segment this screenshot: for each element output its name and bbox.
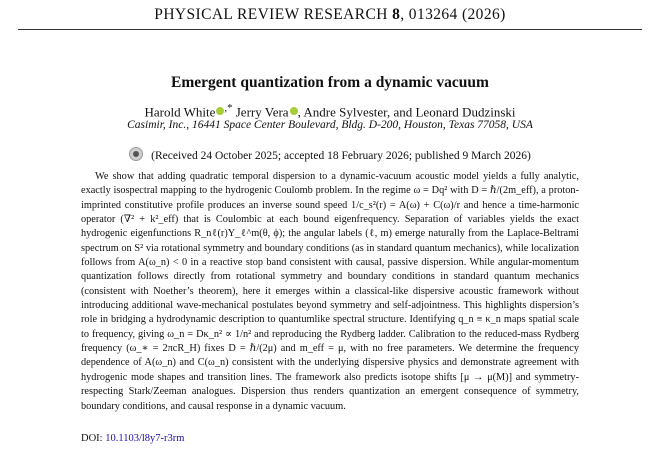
- author-suffix: ,*: [224, 102, 233, 114]
- publication-dates: [0, 147, 660, 162]
- author-list: [0, 102, 660, 120]
- dates-text: (Received 24 October 2025; accepted 18 February 2026; published 9 March 2026): [151, 150, 531, 162]
- journal-volume: 8: [392, 6, 401, 23]
- affiliation: Casimir, Inc., 16441 Space Center Boulevard, Bldg. D-200, Houston, Texas 77058, USA: [127, 119, 533, 131]
- abstract-text: We show that adding quadratic temporal dispersion to a dynamic-vacuum acoustic model yields a fully analytic, exactly isospectral mapping to the hydrogenic Coulomb problem. In the regime ω = Dq² with D = ℏ/(2m_eff), a proton-imprinted constitutive profile produces an inverse sound speed 1/c_s²(r) = A(ω) + C(ω)/r and hence a time-harmonic operator (∇² + k²_eff) that is Coulombic at each bound eigenfrequency. Separation of variables yields the exact hydrogenic eigenfunctions R_nℓ(r)Y_ℓ^m(θ, ϕ); the angular labels (ℓ, m) emerge naturally from the Laplace-Beltrami spectrum on S² via rotational symmetry and boundary conditions (as in standard quantum mechanics), while localization follows from A(ω_n) < 0 in a reactive stop band consistent with causal, passive dispersion. While angular-momentum quantization follows directly from rotational symmetry and boundary conditions in standard quantum mechanics (consistent with Noether’s theorem), here it emerges within a classical-like dispersive acoustic framework without introducing additional wave-mechanical postulates beyond symmetry and self-adjointness. This highlights dispersion’s role in bridging a hydrodynamic description to quantumlike spectral structure. Identifying q_n ≡ κ_n maps spatial scale to frequency, giving ω_n = Dκ_n² ∝ 1/n² and reproducing the Rydberg ladder. Calibration to the reduced-mass Rydberg frequency (ω_∗ = 2πcR_H) fixes D = ℏ/(2μ) and m_eff = μ, with no free parameters. We determine the frequency dependence of A(ω_n) and C(ω_n) consistent with the underlying dispersive physics and demonstrate agreement with hydrogenic mode shapes and transition lines. The framework also predicts isotope shifts [μ → μ(M)] and symmetry-respecting Stark/Zeeman analogues. Dispersion thus renders quantization an emergent consequence of symmetry, boundary conditions, and causal response in a dynamic vacuum.: [81, 171, 579, 412]
- orcid-icon[interactable]: [290, 107, 298, 115]
- author-name[interactable]: Andre Sylvester, and Leonard Dudzinski: [303, 104, 516, 120]
- author-name[interactable]: Jerry Vera: [235, 104, 289, 120]
- journal-header: [0, 6, 660, 24]
- header-rule: [18, 29, 642, 30]
- author-name[interactable]: Harold White: [144, 104, 216, 120]
- crossmark-icon[interactable]: [129, 147, 143, 161]
- abstract: [81, 170, 579, 414]
- doi-label: DOI:: [81, 433, 103, 444]
- doi-link[interactable]: 10.1103/l8y7-r3rm: [105, 433, 185, 444]
- author-suffix: ,: [297, 104, 301, 120]
- paper-title: Emergent quantization from a dynamic vacuum: [171, 74, 489, 91]
- journal-name: PHYSICAL REVIEW RESEARCH: [154, 6, 388, 23]
- journal-citation: , 013264 (2026): [400, 6, 506, 23]
- doi-line: [81, 433, 184, 444]
